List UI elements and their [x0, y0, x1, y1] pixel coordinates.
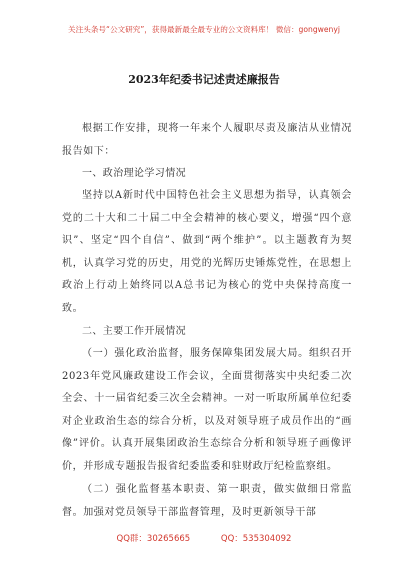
- document-title: 2023年纪委书记述责述廉报告: [128, 73, 280, 86]
- promo-banner: 关注头条号“公文研究”，获得最新最全最专业的公文资料库！ 微信：gongwenyj: [68, 25, 340, 34]
- qq-number-text: QQ：535304092: [220, 534, 292, 544]
- section-heading-1: 一、政治理论学习情况: [82, 168, 186, 179]
- intro-paragraph: 根据工作安排，现将一年来个人履职尽责及廉洁从业情况报告如下：: [62, 123, 352, 157]
- qq-group-text: QQ群：30265665: [116, 534, 191, 544]
- body-paragraph-1: 坚持以A新时代中国特色社会主义思想为指导，认真领会党的二十大和二十届二中全会精神的核心要义，增强“四个意识”、坚定“四个自信”、做到“两个维护”。以主题教育为契机，认真学习党的历史，用党的光辉历史锤炼党性，在思想上政治上行动上始终同以A总书记为核心的党中央保持高度一致。: [62, 190, 352, 314]
- body-paragraph-3: （二）强化监督基本职责、第一职责，做实做细日常监督。加强对党员领导干部监督管理，及时更新领导干部: [62, 484, 352, 518]
- body-paragraph-2: （一）强化政治监督，服务保障集团发展大局。组织召开2023年党风廉政建设工作会议，全面贯彻落实中央纪委二次全会、十一届省纪委三次全会精神。一对一听取所属单位纪委对企业政治生态的综合分析，以及对领导班子成员作出的“画像”评价。认真开展集团政治生态综合分析和领导班子画像评价，并形成专题报告报省纪委监委和驻财政厅纪检监察组。: [62, 348, 352, 472]
- section-heading-2: 二、主要工作开展情况: [82, 326, 186, 337]
- contact-footer: [0, 532, 408, 544]
